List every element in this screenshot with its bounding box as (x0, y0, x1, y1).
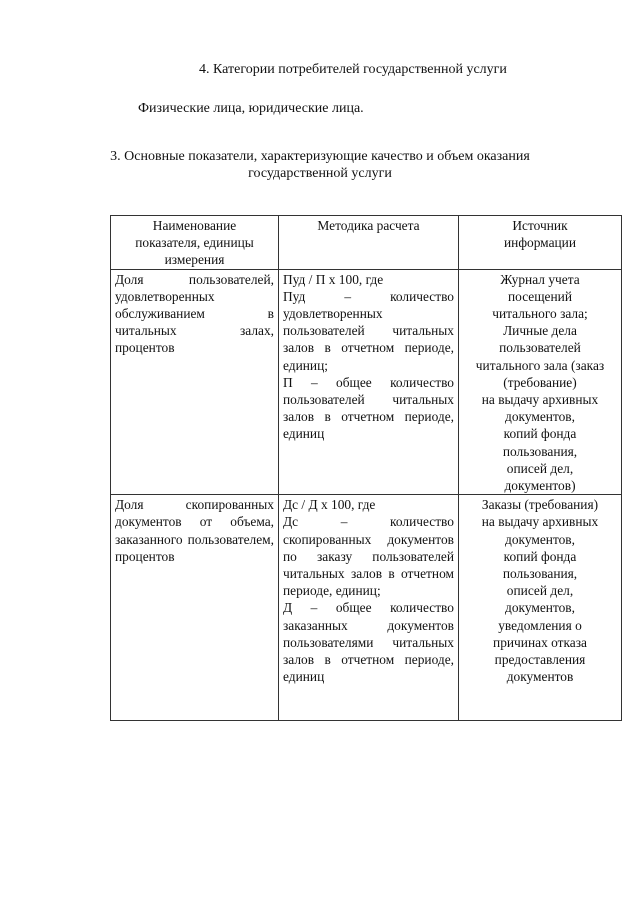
method-line: Дс – количество скопированных документов по заказу пользователей читальных залов в отчетном периоде, единиц; (283, 514, 454, 599)
source-line: причинах отказа (493, 634, 587, 650)
header-line: показателя, единицы (135, 235, 254, 251)
indicator-name-cell: Доля пользователей, удовлетворенных обслуживанием в читальных залах, процентов (111, 269, 279, 495)
calculation-method-cell (279, 269, 459, 495)
method-line: Д – общее количество заказанных документов пользователями читальных залов в отчетном периоде, единиц (283, 600, 454, 685)
source-line: (требование) (503, 374, 577, 390)
source-line: пользователей (499, 340, 581, 356)
method-line: Пуд – количество удовлетворенных пользователей читальных залов в отчетном периоде, единиц; (283, 288, 454, 373)
calculation-method-cell (279, 495, 459, 721)
source-line: предоставления (494, 652, 586, 668)
section-3-heading (0, 148, 640, 182)
source-line: документов, (505, 600, 575, 616)
section-3-heading-line-2: государственной услуги (248, 166, 392, 181)
source-line: Личные дела (503, 323, 577, 339)
information-source-cell (459, 269, 622, 495)
source-line: уведомления о (498, 617, 582, 633)
source-line: Журнал учета (500, 271, 580, 287)
source-line: читального зала; (492, 306, 588, 322)
source-line: пользования, (502, 443, 578, 459)
source-line: на выдачу архивных (481, 514, 599, 530)
section-3-heading-line-1: 3. Основные показатели, характеризующие качество и объем оказания (110, 149, 530, 164)
header-line: Наименование (152, 218, 237, 233)
method-line: Пуд / П х 100, где (283, 271, 384, 287)
source-line: читального зала (заказ (475, 357, 605, 373)
header-line: измерения (164, 252, 225, 268)
source-line: документов (506, 669, 574, 685)
information-source-cell (459, 495, 622, 721)
table-row (111, 269, 622, 495)
indicators-table (110, 215, 622, 721)
header-line: Источник (512, 218, 568, 233)
source-line: Заказы (требования) (481, 497, 599, 513)
source-line: описей дел, (506, 460, 574, 476)
source-line: посещений (508, 288, 572, 304)
header-calculation-method (279, 216, 459, 270)
source-line: документов) (504, 478, 576, 494)
header-line: информации (503, 235, 577, 251)
source-line: описей дел, (506, 583, 574, 599)
source-line: пользования, (502, 566, 578, 582)
header-line: Методика расчета (317, 218, 420, 233)
source-line: документов, (505, 531, 575, 547)
section-4-heading: 4. Категории потребителей государственной услуги (199, 62, 507, 77)
method-line: П – общее количество пользователей читальных залов в отчетном периоде, единиц (283, 374, 454, 442)
source-line: копий фонда (503, 548, 577, 564)
method-line: Дс / Д х 100, где (283, 497, 376, 513)
table-header-row (111, 216, 622, 270)
source-line: на выдачу архивных (481, 392, 599, 408)
header-information-source (459, 216, 622, 270)
source-line: документов, (505, 409, 575, 425)
table-row (111, 495, 622, 721)
source-line: копий фонда (503, 426, 577, 442)
header-indicator-name (111, 216, 279, 270)
indicator-name-cell: Доля скопированных документов от объема, заказанного пользователем, процентов (111, 495, 279, 721)
consumer-categories-text: Физические лица, юридические лица. (138, 101, 364, 116)
